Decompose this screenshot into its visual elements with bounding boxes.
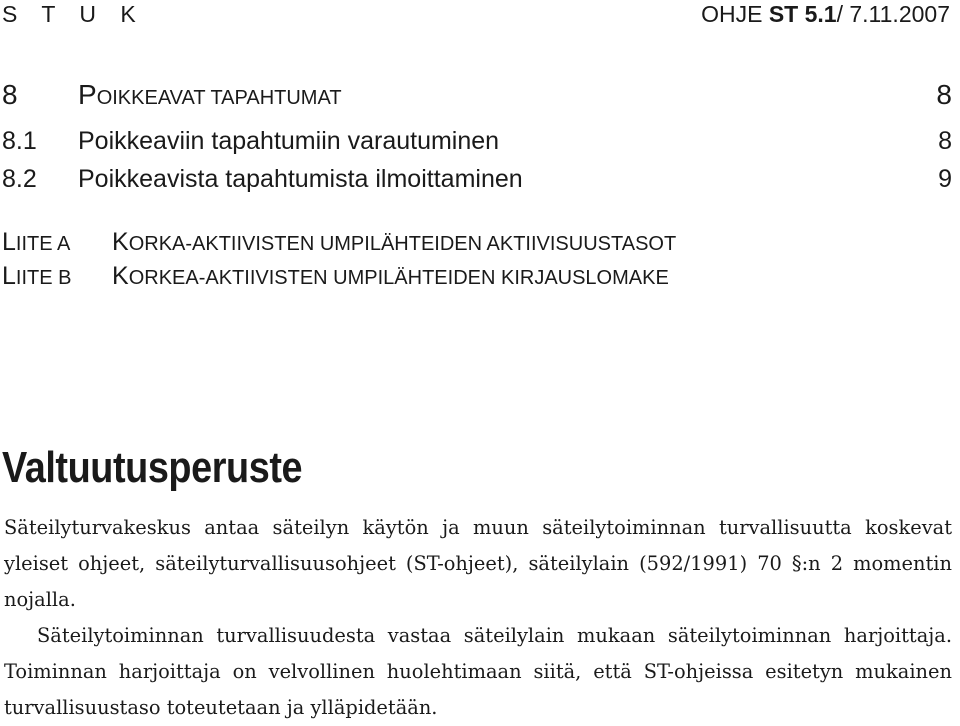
toc-number: 8 xyxy=(2,79,18,110)
guide-code: ST 5.1 xyxy=(768,1,837,27)
guide-reference xyxy=(701,0,950,28)
toc-page: 8 xyxy=(938,127,952,155)
toc-page: 8 xyxy=(936,79,952,110)
guide-date: / 7.11.2007 xyxy=(836,1,950,27)
toc-page: 9 xyxy=(938,165,952,193)
paragraph: Säteilyturvakeskus antaa säteilyn käytön ja muun säteilytoiminnan turvallisuutta koskevat yleiset ohjeet, säteilyturvallisuusohjeet (ST-ohjeet), säteilylain (592/1991) 70 §:n 2 momentin nojalla. xyxy=(4,516,952,611)
paragraph: Säteilytoiminnan turvallisuudesta vastaa säteilylain mukaan säteilytoiminnan harjoittaja. Toiminnan harjoittaja on velvollinen huolehtimaan siitä, että ST-ohjeissa esitetyn mukainen turvallisuustaso toteutetaan ja ylläpidetään. xyxy=(4,624,952,719)
section-heading: Valtuutusperuste xyxy=(2,443,303,492)
toc-number: 8.1 xyxy=(2,127,37,155)
page-header xyxy=(0,0,952,30)
toc-title: POIKKEAVAT TAPAHTUMAT xyxy=(78,79,342,110)
guide-prefix: OHJE xyxy=(701,1,763,27)
appendix-title: KORKA-AKTIIVISTEN UMPILÄHTEIDEN AKTIIVISUUSTASOT xyxy=(112,228,677,256)
toc-number: 8.2 xyxy=(2,165,37,193)
appendix-title: KORKEA-AKTIIVISTEN UMPILÄHTEIDEN KIRJAUSLOMAKE xyxy=(112,262,669,290)
toc-title: Poikkeavista tapahtumista ilmoittaminen xyxy=(78,165,523,193)
toc-title: Poikkeaviin tapahtumiin varautuminen xyxy=(78,127,500,155)
appendix-label: LIITE A xyxy=(2,228,71,256)
section-body xyxy=(4,510,952,726)
organization-name: S T U K xyxy=(2,1,145,27)
appendix-label: LIITE B xyxy=(2,262,72,290)
